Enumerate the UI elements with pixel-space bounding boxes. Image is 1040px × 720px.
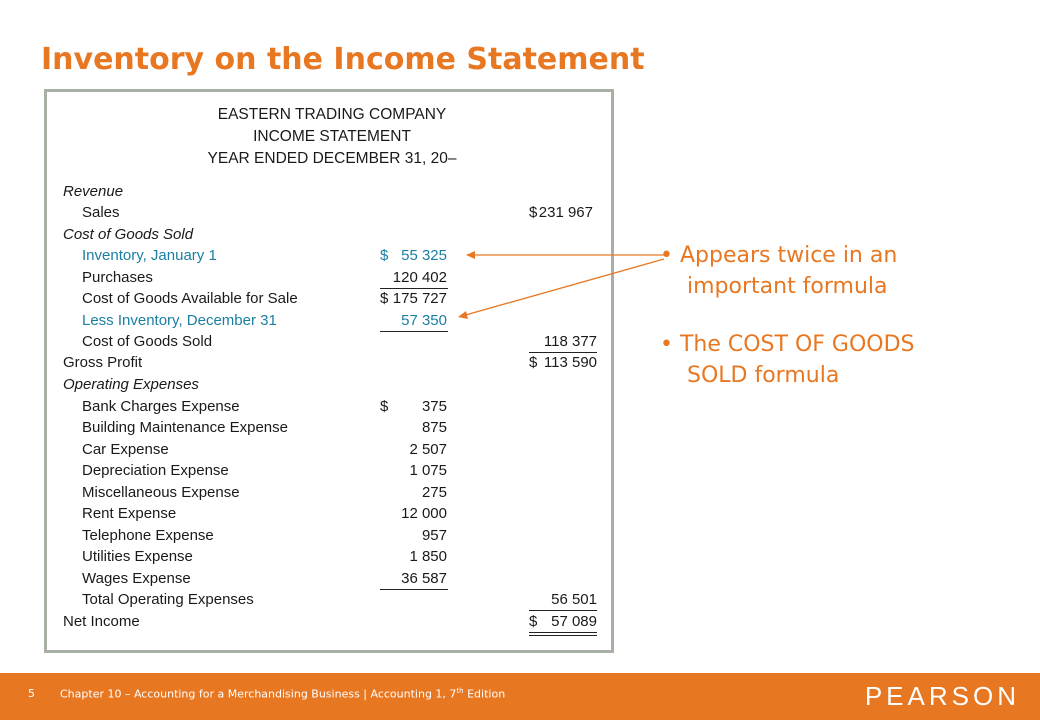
row-label: Utilities Expense xyxy=(82,548,193,565)
dollar-sign: $ xyxy=(529,204,538,221)
chapter-text: Chapter 10 – Accounting for a Merchandising Business | Accounting 1, 7 xyxy=(60,687,457,701)
row-amount: 1 075 xyxy=(409,462,447,479)
edition-superscript: th xyxy=(456,687,464,695)
slide-title: Inventory on the Income Statement xyxy=(41,42,645,77)
bullet-line: important formula xyxy=(687,274,888,299)
row-total: 57 089 xyxy=(551,613,597,630)
row-label: Gross Profit xyxy=(63,354,143,371)
report-name: INCOME STATEMENT xyxy=(253,128,411,145)
section-label: Cost of Goods Sold xyxy=(63,226,194,243)
dollar-sign: $ xyxy=(380,398,389,415)
row-total: 113 590 xyxy=(543,354,597,371)
row-label: Bank Charges Expense xyxy=(82,398,240,415)
row-label: Depreciation Expense xyxy=(82,462,229,479)
dollar-sign: $ xyxy=(529,613,538,630)
row-amount: 957 xyxy=(421,527,447,544)
arrow-head-icon xyxy=(466,251,475,259)
row-label: Total Operating Expenses xyxy=(82,591,254,608)
dollar-sign: $ xyxy=(529,354,538,371)
row-label: Car Expense xyxy=(82,441,169,458)
arrow-line-inventory-dec xyxy=(462,259,664,316)
section-label: Operating Expenses xyxy=(63,376,199,393)
row-amount: 1 850 xyxy=(409,548,447,565)
row-total: 231 967 xyxy=(538,204,593,221)
bullet-cogs-formula xyxy=(660,329,915,391)
row-label: Sales xyxy=(82,204,120,221)
row-amount: 120 402 xyxy=(392,269,447,286)
bullet-line: • Appears twice in an xyxy=(660,243,898,268)
bullet-line: • The COST OF GOODS xyxy=(660,332,915,357)
row-total: 118 377 xyxy=(543,333,597,350)
row-label: Purchases xyxy=(82,269,153,286)
row-label: Less Inventory, December 31 xyxy=(82,312,277,329)
report-period: YEAR ENDED DECEMBER 31, 20– xyxy=(207,150,457,167)
chapter-caption xyxy=(60,687,505,701)
row-label: Building Maintenance Expense xyxy=(82,419,288,436)
row-label: Miscellaneous Expense xyxy=(82,484,240,501)
row-label: Wages Expense xyxy=(82,570,191,587)
row-amount: 2 507 xyxy=(409,441,447,458)
row-amount: 57 350 xyxy=(401,312,447,329)
row-label: Telephone Expense xyxy=(82,527,214,544)
row-total: 56 501 xyxy=(551,591,597,608)
row-amount: 375 xyxy=(421,398,447,415)
row-amount: 36 587 xyxy=(401,570,447,587)
row-amount: 55 325 xyxy=(401,247,447,264)
pearson-logo: PEARSON xyxy=(864,681,1020,711)
row-amount: 875 xyxy=(421,419,447,436)
footer-bar xyxy=(0,673,1040,720)
arrow-head-icon xyxy=(458,311,468,319)
row-label: Cost of Goods Sold xyxy=(82,333,213,350)
dollar-sign: $ xyxy=(380,247,389,264)
row-amount: 12 000 xyxy=(401,505,447,522)
row-label: Rent Expense xyxy=(82,505,177,522)
company-name: EASTERN TRADING COMPANY xyxy=(217,106,447,123)
bullet-line: SOLD formula xyxy=(687,363,840,388)
row-label: Net Income xyxy=(63,613,140,630)
bullet-appears-twice xyxy=(660,240,897,302)
row-label: Inventory, January 1 xyxy=(82,247,217,264)
dollar-sign: $ xyxy=(380,290,389,307)
section-label: Revenue xyxy=(63,183,124,200)
edition-text: Edition xyxy=(463,687,506,701)
row-amount: 175 727 xyxy=(392,290,447,307)
page-number: 5 xyxy=(28,687,35,700)
row-amount: 275 xyxy=(421,484,447,501)
row-label: Cost of Goods Available for Sale xyxy=(82,290,298,307)
